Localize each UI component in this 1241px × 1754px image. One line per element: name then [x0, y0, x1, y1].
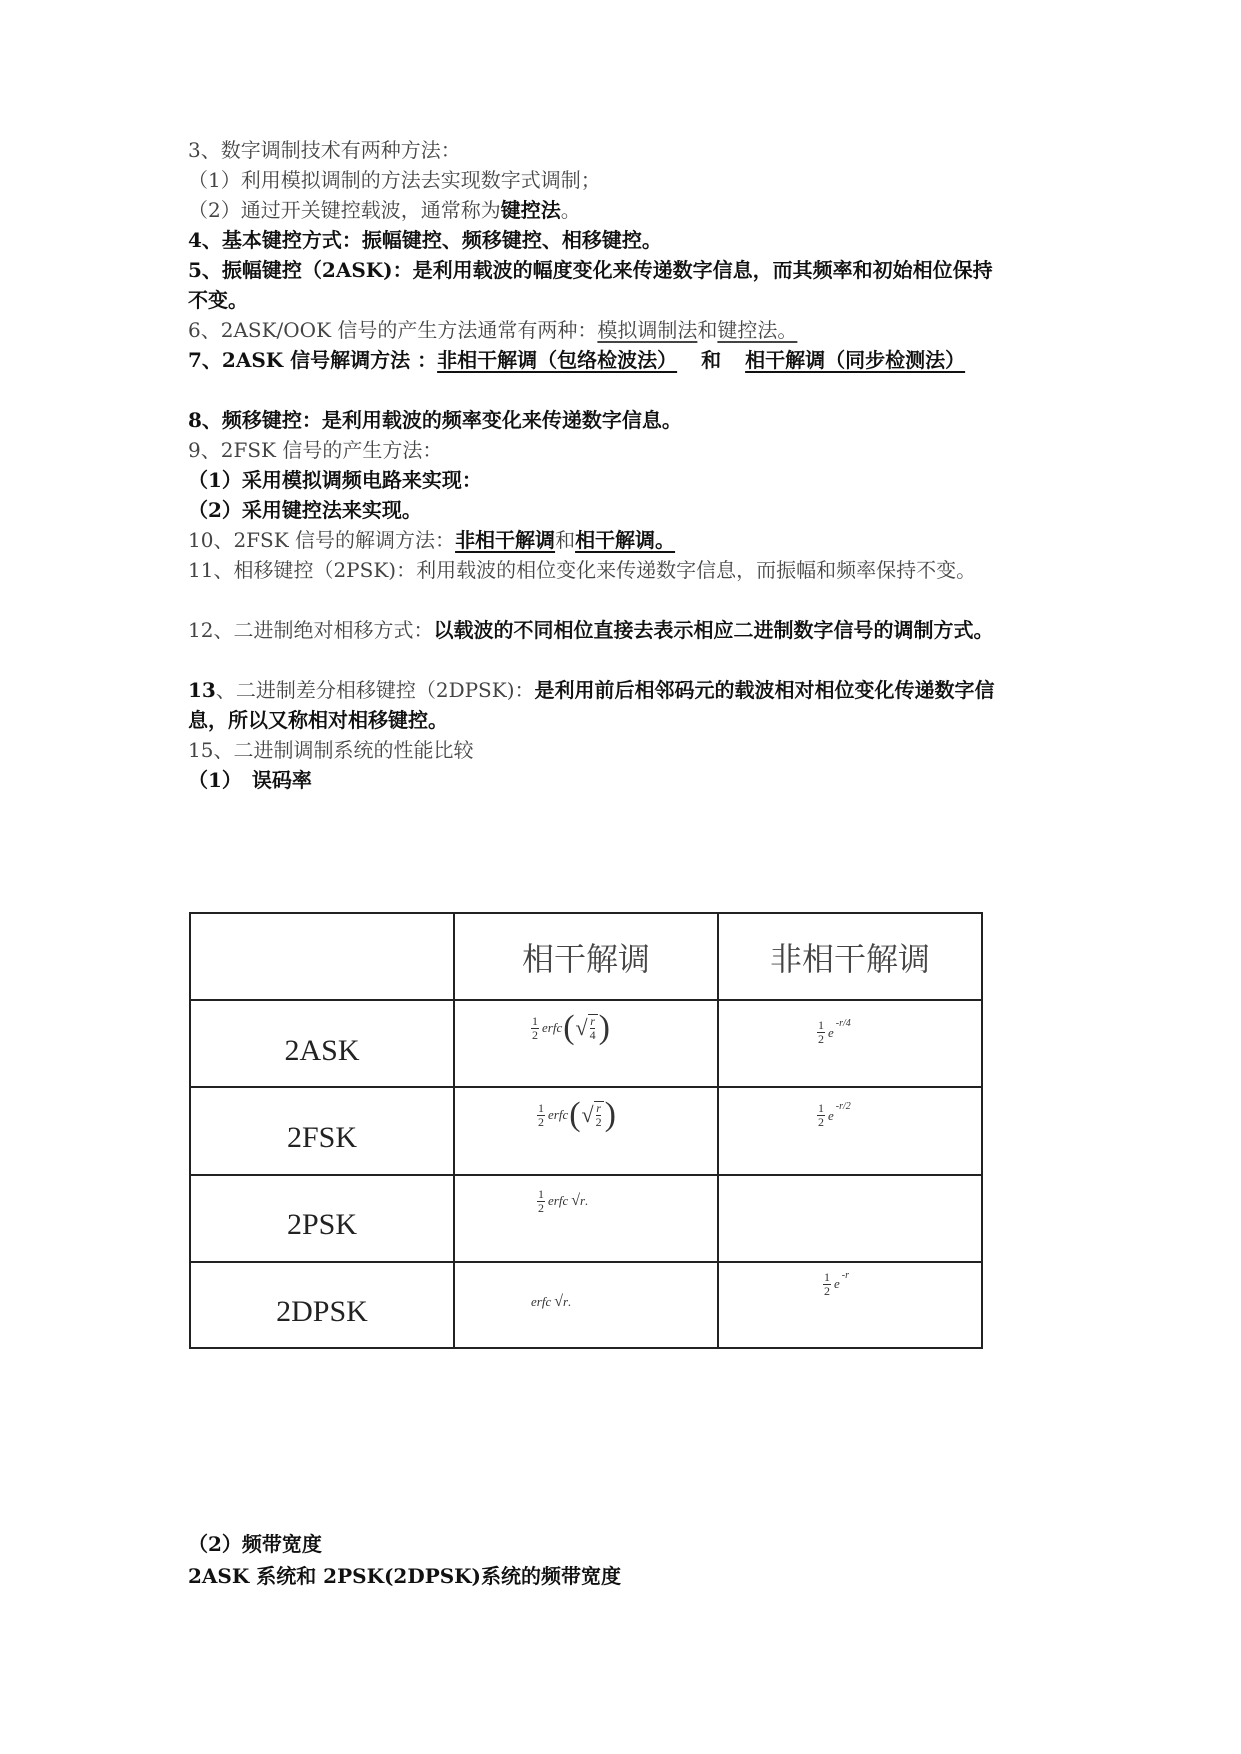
header-coherent: 相干解调: [454, 913, 718, 1000]
item-5-line-2: 不变。: [188, 288, 248, 312]
header-cell-empty: [190, 913, 454, 1000]
item-3: 3、数字调制技术有两种方法：: [188, 138, 461, 162]
formula-2ask-noncoherent: $\frac{1}{2}$ e -r/4: [818, 1018, 851, 1047]
row-label-2psk: 2PSK: [190, 1175, 454, 1262]
table-row: [190, 1175, 982, 1262]
formula-cell-2ask-noncoherent: [718, 1000, 982, 1087]
item-5-line-1: 5、振幅键控（2ASK)：是利用载波的幅度变化来传递数字信息，而其频率和初始相位保持: [188, 258, 993, 282]
item-4: 4、基本键控方式：振幅键控、频移键控、相移键控。: [188, 228, 662, 252]
formula-2fsk-noncoherent: $\frac{1}{2}$ e -r/2: [818, 1101, 851, 1130]
formula-2psk-coherent: $\frac{1}{2}$ erfc √ r .: [538, 1186, 589, 1215]
row-label-2ask: 2ASK: [190, 1000, 454, 1087]
bandwidth-heading: （2）频带宽度: [188, 1532, 322, 1556]
table-row: [190, 1262, 982, 1348]
row-label-2dpsk: 2DPSK: [190, 1262, 454, 1348]
formula-cell-2fsk-noncoherent: [718, 1087, 982, 1174]
item-3-method-1: （1）利用模拟调制的方法去实现数字式调制；: [188, 168, 601, 192]
row-label-2fsk: 2FSK: [190, 1087, 454, 1174]
formula-2dpsk-coherent: erfc √ r .: [531, 1292, 572, 1310]
table-header-row: [190, 913, 982, 1000]
formula-cell-2psk-coherent: [454, 1175, 718, 1262]
item-10: 10、2FSK 信号的解调方法：非相干解调和相干解调。: [188, 528, 676, 552]
item-15: 15、二进制调制系统的性能比较: [188, 738, 474, 762]
header-noncoherent: 非相干解调: [718, 913, 982, 1000]
formula-cell-2dpsk-noncoherent: [718, 1262, 982, 1348]
formula-cell-2dpsk-coherent: [454, 1262, 718, 1348]
item-7: 7、2ASK 信号解调方法 ：非相干解调（包络检波法） 和 相干解调（同步检测法）: [188, 348, 966, 372]
item-9-method-2: （2）采用键控法来实现。: [188, 498, 422, 522]
item-3-method-2: （2）通过开关键控载波，通常称为键控法。: [188, 198, 581, 222]
item-13-line-2: 息，所以又称相对相移键控。: [188, 708, 448, 732]
bandwidth-subheading: 2ASK 系统和 2PSK(2DPSK)系统的频带宽度: [188, 1564, 622, 1588]
item-9-method-1: （1）采用模拟调频电路来实现：: [188, 468, 482, 492]
table-row: [190, 1000, 982, 1087]
formula-2fsk-coherent: $\frac{1}{2}$ erfc ( √ r 2 ): [538, 1096, 616, 1134]
performance-table: [189, 912, 983, 1349]
item-15-error-rate: （1） 误码率: [188, 768, 312, 792]
formula-2ask-coherent: $\frac{1}{2}$ erfc ( √ r 4 ): [532, 1009, 610, 1047]
item-12: 12、二进制绝对相移方式：以载波的不同相位直接去表示相应二进制数字信号的调制方式。: [188, 618, 994, 642]
item-6: 6、2ASK/OOK 信号的产生方法通常有两种：模拟调制法和键控法。: [188, 318, 798, 342]
formula-cell-2fsk-coherent: [454, 1087, 718, 1174]
item-8: 8、频移键控：是利用载波的频率变化来传递数字信息。: [188, 408, 682, 432]
formula-2dpsk-noncoherent: $\frac{1}{2}$ e -r: [824, 1269, 850, 1298]
item-9: 9、2FSK 信号的产生方法：: [188, 438, 443, 462]
item-11: 11、相移键控（2PSK)：利用载波的相位变化来传递数字信息，而振幅和频率保持不变。: [188, 558, 977, 582]
table-row: [190, 1087, 982, 1174]
formula-cell-2ask-coherent: [454, 1000, 718, 1087]
item-13-line-1: 13、二进制差分相移键控（2DPSK)：是利用前后相邻码元的载波相对相位变化传递数字信: [188, 678, 995, 702]
formula-cell-2psk-noncoherent: [718, 1175, 982, 1262]
